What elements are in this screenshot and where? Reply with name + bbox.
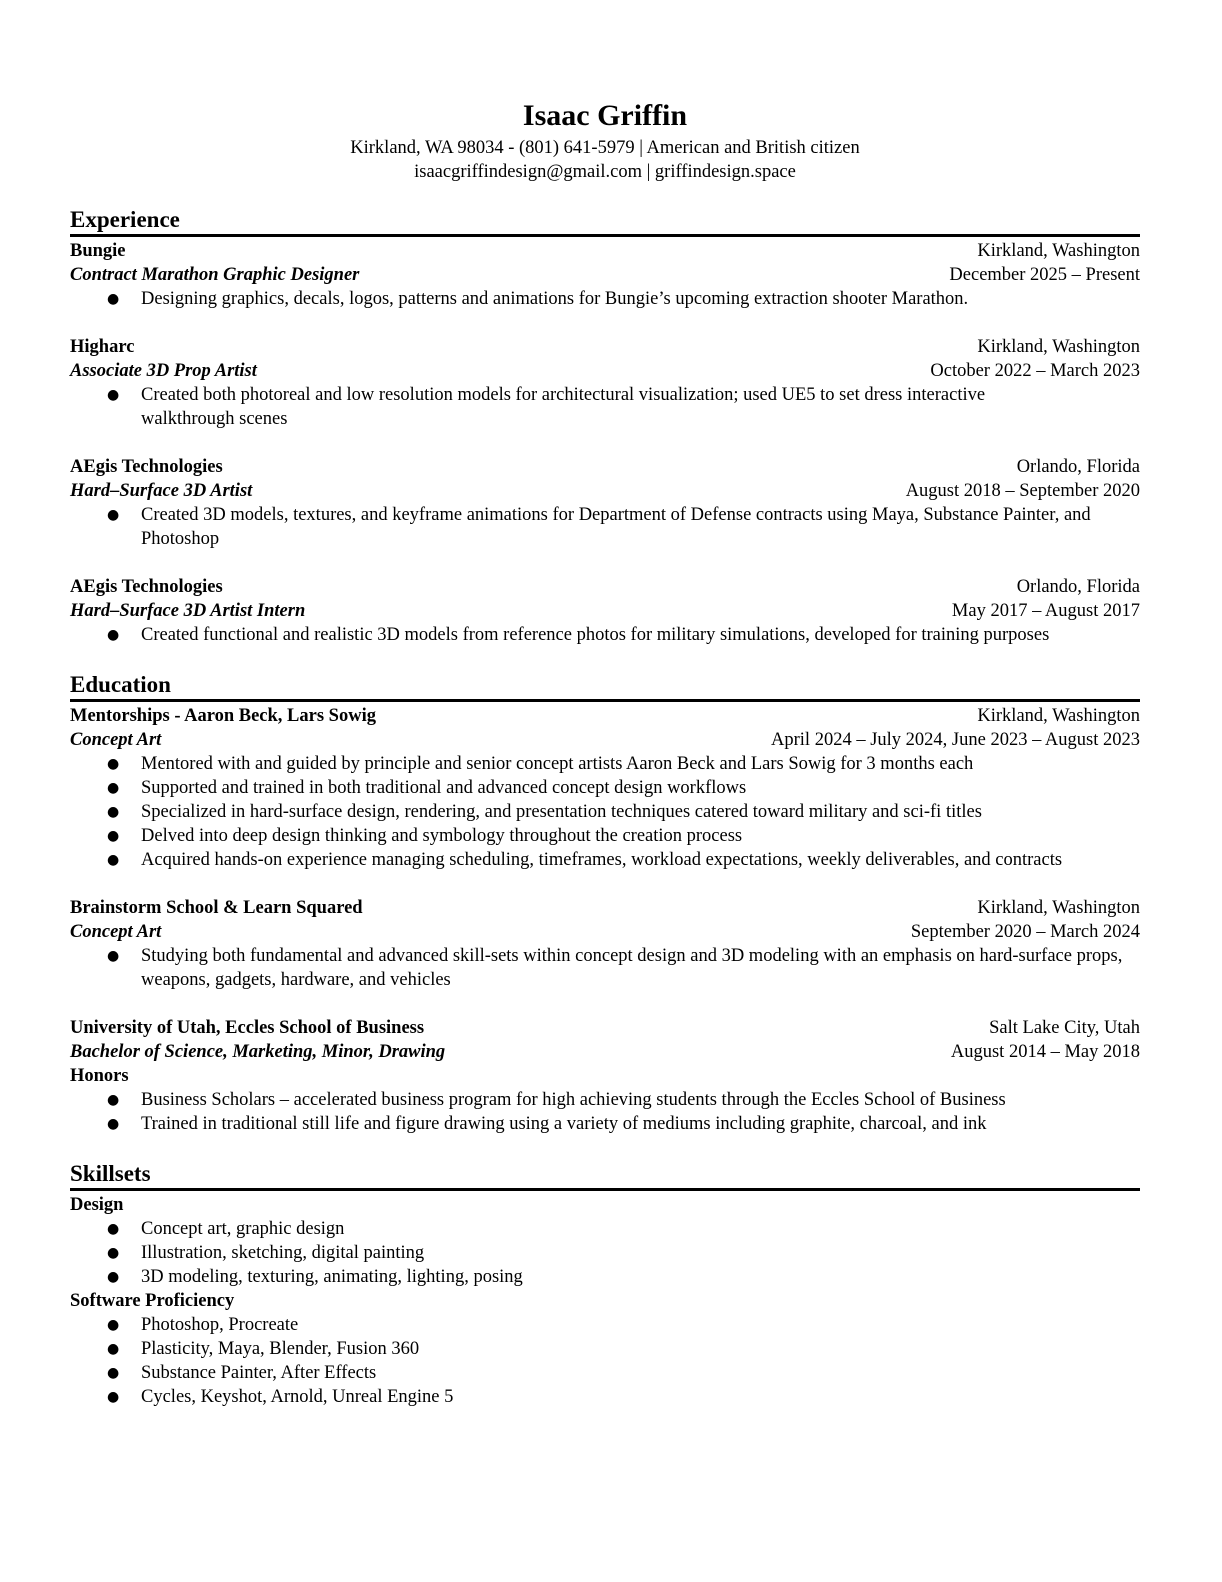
education-section [70, 671, 1140, 1136]
entry-role-row [70, 599, 1140, 623]
education-entry-utah [70, 1016, 1140, 1136]
institution: Mentorships - Aaron Beck, Lars Sowig [70, 706, 376, 726]
bullet-icon: ● [107, 1341, 120, 1357]
bullet-icon: ● [107, 387, 120, 403]
list-item [70, 848, 1140, 872]
entry-role-row [70, 728, 1140, 752]
location: Kirkland, Washington [977, 706, 1140, 726]
list-item [70, 1241, 1140, 1265]
list-item [70, 1337, 1140, 1361]
bullet-icon: ● [107, 291, 120, 307]
experience-section [70, 206, 1140, 647]
location: Kirkland, Washington [977, 898, 1140, 918]
experience-entry-aegis-intern [70, 575, 1140, 647]
experience-title: Experience [70, 206, 1140, 237]
bullet-text: Mentored with and guided by principle and senior concept artists Aaron Beck and Lars Sowig for 3 months each [141, 754, 974, 774]
list-item [70, 752, 1140, 776]
bullet-text: Plasticity, Maya, Blender, Fusion 360 [141, 1339, 420, 1359]
bullet-text: Studying both fundamental and advanced skill-sets within concept design and 3D modeling with an emphasis on hard-surface props, weapons, gadgets, hardware, and vehicles [141, 946, 1123, 990]
skillsets-title: Skillsets [70, 1160, 1140, 1191]
entry-role-row [70, 920, 1140, 944]
job-title: Contract Marathon Graphic Designer [70, 265, 360, 285]
bullet-icon: ● [107, 1116, 120, 1132]
dates: December 2025 – Present [949, 265, 1140, 285]
bullet-icon: ● [107, 1245, 120, 1261]
experience-entry-bungie [70, 239, 1140, 311]
list-item [70, 1385, 1140, 1409]
education-entry-brainstorm [70, 896, 1140, 992]
entry-header-row [70, 455, 1140, 479]
bullet-text: Cycles, Keyshot, Arnold, Unreal Engine 5 [141, 1387, 454, 1407]
bullet-icon: ● [107, 1365, 120, 1381]
bullet-icon: ● [107, 1092, 120, 1108]
bullet-list [70, 287, 1140, 311]
skillsets-section [70, 1160, 1140, 1409]
dates: October 2022 – March 2023 [930, 361, 1140, 381]
program: Concept Art [70, 922, 162, 942]
bullet-list [70, 623, 1140, 647]
dates: April 2024 – July 2024, June 2023 – August 2023 [771, 730, 1140, 750]
education-title: Education [70, 671, 1140, 702]
list-item [70, 800, 1140, 824]
list-item [70, 383, 1140, 431]
entry-header-row [70, 575, 1140, 599]
bullet-text: Created both photoreal and low resolution models for architectural visualization; used UE5 to set dress interactive walkthrough scenes [141, 385, 986, 429]
bullet-text: 3D modeling, texturing, animating, lighting, posing [141, 1267, 523, 1287]
dates: August 2018 – September 2020 [905, 481, 1140, 501]
list-item [70, 824, 1140, 848]
list-item [70, 1361, 1140, 1385]
experience-entry-higharc [70, 335, 1140, 431]
bullet-list [70, 944, 1140, 992]
list-item [70, 503, 1140, 551]
employer: AEgis Technologies [70, 457, 223, 477]
location: Kirkland, Washington [977, 337, 1140, 357]
bullet-text: Concept art, graphic design [141, 1219, 345, 1239]
design-heading: Design [70, 1195, 124, 1215]
employer: AEgis Technologies [70, 577, 223, 597]
bullet-text: Acquired hands-on experience managing scheduling, timeframes, workload expectations, weekly deliverables, and contracts [141, 850, 1063, 870]
dates: September 2020 – March 2024 [910, 922, 1140, 942]
entry-header-row [70, 1016, 1140, 1040]
bullet-icon: ● [107, 1389, 120, 1405]
entry-header-row [70, 896, 1140, 920]
list-item [70, 1088, 1140, 1112]
entry-role-row [70, 479, 1140, 503]
bullet-text: Specialized in hard-surface design, rendering, and presentation techniques catered toward military and sci-fi titles [141, 802, 982, 822]
bullet-text: Illustration, sketching, digital painting [141, 1243, 425, 1263]
entry-role-row [70, 263, 1140, 287]
resume-header [70, 96, 1140, 184]
bullet-icon: ● [107, 1269, 120, 1285]
bullet-list [70, 752, 1140, 872]
institution: Brainstorm School & Learn Squared [70, 898, 363, 918]
bullet-text: Trained in traditional still life and figure drawing using a variety of mediums including graphite, charcoal, and ink [141, 1114, 987, 1134]
list-item [70, 776, 1140, 800]
bullet-list [70, 1088, 1140, 1136]
entry-role-row [70, 1040, 1140, 1064]
software-heading: Software Proficiency [70, 1291, 235, 1311]
bullet-list [70, 503, 1140, 551]
resume-page [70, 96, 1140, 1409]
bullet-text: Created functional and realistic 3D models from reference photos for military simulations, developed for training purposes [141, 625, 1050, 645]
candidate-name: Isaac Griffin [522, 99, 688, 132]
design-skills-list [70, 1217, 1140, 1289]
bullet-icon: ● [107, 780, 120, 796]
location: Kirkland, Washington [977, 241, 1140, 261]
bullet-text: Designing graphics, decals, logos, patterns and animations for Bungie’s upcoming extraction shooter Marathon. [141, 289, 969, 309]
list-item [70, 623, 1140, 647]
employer: Higharc [70, 337, 135, 357]
contact-line-email-website: isaacgriffindesign@gmail.com | griffindesign.space [414, 162, 796, 182]
bullet-text: Substance Painter, After Effects [141, 1363, 377, 1383]
entry-header-row [70, 239, 1140, 263]
list-item [70, 1112, 1140, 1136]
experience-entry-aegis-artist [70, 455, 1140, 551]
bullet-text: Photoshop, Procreate [141, 1315, 299, 1335]
list-item [70, 1265, 1140, 1289]
list-item [70, 1313, 1140, 1337]
job-title: Hard–Surface 3D Artist [70, 481, 253, 501]
bullet-icon: ● [107, 1221, 120, 1237]
bullet-icon: ● [107, 756, 120, 772]
bullet-list [70, 383, 1140, 431]
list-item [70, 1217, 1140, 1241]
job-title: Hard–Surface 3D Artist Intern [70, 601, 306, 621]
location: Orlando, Florida [1016, 577, 1140, 597]
bullet-text: Created 3D models, textures, and keyframe animations for Department of Defense contracts using Maya, Substance Painter, and Photoshop [141, 505, 1091, 549]
bullet-icon: ● [107, 1317, 120, 1333]
honors-heading: Honors [70, 1066, 129, 1086]
program: Concept Art [70, 730, 162, 750]
list-item [70, 287, 1140, 311]
bullet-text: Business Scholars – accelerated business program for high achieving students through the Eccles School of Business [141, 1090, 1006, 1110]
software-skills-list [70, 1313, 1140, 1409]
bullet-icon: ● [107, 948, 120, 964]
entry-header-row [70, 335, 1140, 359]
bullet-icon: ● [107, 828, 120, 844]
bullet-text: Supported and trained in both traditional and advanced concept design workflows [141, 778, 747, 798]
bullet-icon: ● [107, 507, 120, 523]
location: Salt Lake City, Utah [989, 1018, 1140, 1038]
location: Orlando, Florida [1016, 457, 1140, 477]
entry-header-row [70, 704, 1140, 728]
dates: May 2017 – August 2017 [951, 601, 1140, 621]
bullet-icon: ● [107, 804, 120, 820]
degree: Bachelor of Science, Marketing, Minor, Drawing [70, 1042, 446, 1062]
list-item [70, 944, 1140, 992]
employer: Bungie [70, 241, 126, 261]
institution: University of Utah, Eccles School of Business [70, 1018, 425, 1038]
education-entry-mentorships [70, 704, 1140, 872]
bullet-text: Delved into deep design thinking and symbology throughout the creation process [141, 826, 743, 846]
bullet-icon: ● [107, 852, 120, 868]
contact-line-location-phone: Kirkland, WA 98034 - (801) 641-5979 | American and British citizen [350, 138, 860, 158]
dates: August 2014 – May 2018 [950, 1042, 1140, 1062]
entry-role-row [70, 359, 1140, 383]
bullet-icon: ● [107, 627, 120, 643]
job-title: Associate 3D Prop Artist [70, 361, 257, 381]
